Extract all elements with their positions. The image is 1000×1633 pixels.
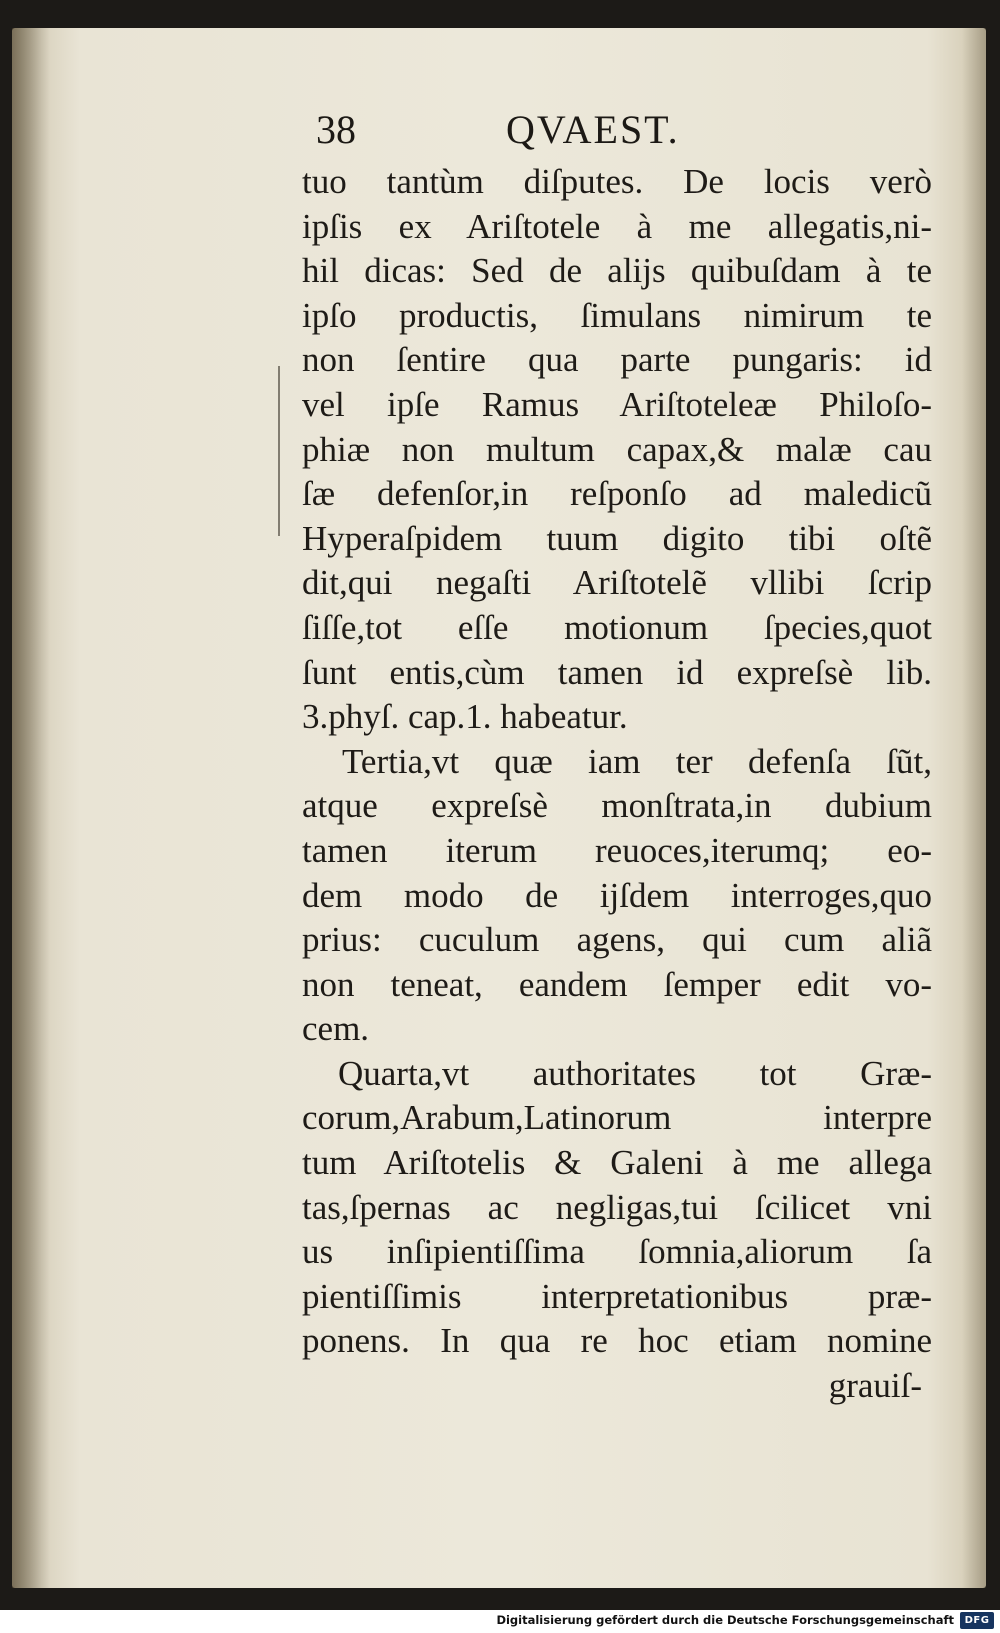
text-line: us inſipientiſſima ſomnia,aliorum ſa: [302, 1232, 932, 1272]
text-line: non ſentire qua parte pungaris: id: [302, 340, 932, 380]
text-line: prius: cuculum agens, qui cum aliã: [302, 920, 932, 960]
text-line: tas,ſpernas ac negligas,tui ſcilicet vni: [302, 1187, 932, 1227]
text-line: hil dicas: Sed de aliјs quibuſdam à te: [302, 251, 932, 291]
text-line: ſæ defenſor,in reſponſo ad maledicũ: [302, 474, 932, 514]
text-line: vel ipſe Ramus Ariſtoteleæ Philoſo-: [302, 384, 932, 424]
text-line: corum,Arabum,Latinorum interpre: [302, 1098, 932, 1138]
text-line: atque expreſsè monſtrata,in dubium: [302, 786, 932, 826]
text-line: ſunt entis,cùm tamen id expreſsè lib.: [302, 652, 932, 692]
text-line: ſiſſe,tot eſſe motionum ſpecies,quot: [302, 607, 932, 647]
text-line: non teneat, eandem ſemper edit vo-: [302, 964, 932, 1004]
margin-pencil-mark: [278, 366, 284, 536]
text-line: tuo tantùm diſputes. De locis verò: [302, 162, 932, 201]
dfg-logo-icon: DFG: [960, 1612, 994, 1629]
text-line: 3.phyſ. cap.1. habeatur.: [302, 697, 628, 737]
paragraph-start-line: Quarta,vt authoritates tot Græ-: [338, 1053, 932, 1093]
gutter-shadow: [12, 28, 50, 1588]
text-line: ipſo productis, ſimulans nimirum te: [302, 295, 932, 335]
digitization-credit: Digitalisierung gefördert durch die Deutsche Forschungsgemeinschaft: [496, 1613, 954, 1627]
text-line: dit,qui negaſti Ariſtotelẽ vllibi ſcrip: [302, 563, 932, 603]
text-line: phiæ non multum capax,& malæ cau: [302, 429, 932, 469]
text-line: pientiſſimis interpretationibus præ-: [302, 1276, 932, 1316]
catchword: grauiſ-: [828, 1366, 922, 1406]
text-block: [302, 160, 932, 1409]
text-line: cem.: [302, 1009, 370, 1049]
text-line: dem modo de ijſdem interroges,quo: [302, 875, 932, 915]
text-line: tamen iterum reuoces,iterumq; eo-: [302, 830, 932, 870]
text-line: ipſis ex Ariſtotele à me allegatis,ni-: [302, 206, 932, 246]
text-line: Hyperaſpidem tuum digito tibi oſtẽ: [302, 518, 932, 558]
paragraph-start-line: Tertia,vt quæ iam ter defenſa ſũt,: [342, 741, 932, 781]
page-edge-shadow: [962, 28, 986, 1588]
running-head-title: QVAEST.: [506, 107, 680, 152]
text-line: ponens. In qua re hoc etiam nomine: [302, 1321, 932, 1361]
page-number: 38: [316, 107, 356, 152]
text-line: tum Ariſtotelis & Galeni à me allega: [302, 1143, 932, 1183]
